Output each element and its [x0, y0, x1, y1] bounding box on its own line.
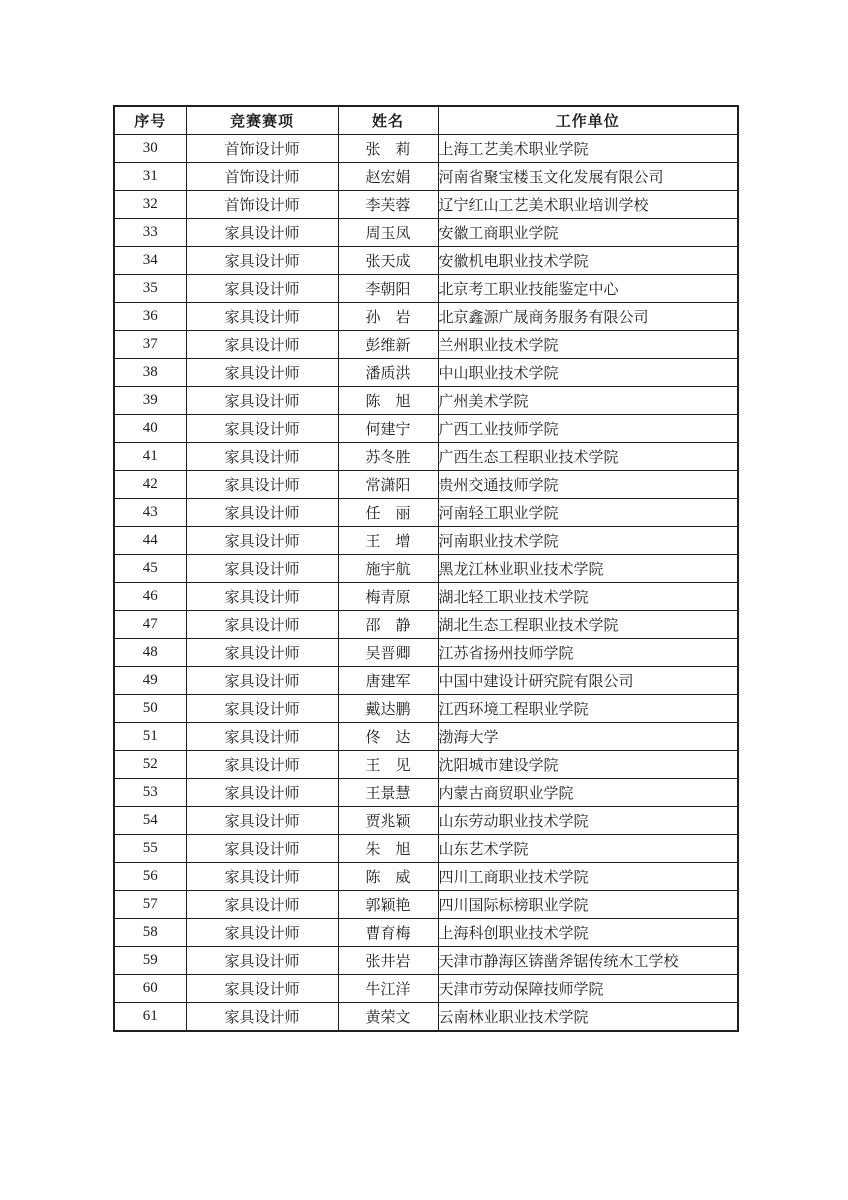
- col-header-unit: 工作单位: [438, 106, 738, 135]
- event-cell: 家具设计师: [186, 919, 338, 947]
- unit-cell: 上海科创职业技术学院: [438, 919, 738, 947]
- row-index-cell: 61: [114, 1003, 186, 1032]
- unit-cell: 北京鑫源广晟商务服务有限公司: [438, 303, 738, 331]
- table-row: [114, 331, 738, 359]
- table-row: [114, 275, 738, 303]
- table-row: [114, 779, 738, 807]
- unit-cell: 广西工业技师学院: [438, 415, 738, 443]
- row-index-cell: 50: [114, 695, 186, 723]
- row-index-cell: 49: [114, 667, 186, 695]
- table-row: [114, 835, 738, 863]
- table-row: [114, 919, 738, 947]
- name-cell: 何建宁: [338, 415, 438, 443]
- unit-cell: 山东艺术学院: [438, 835, 738, 863]
- row-index-cell: 32: [114, 191, 186, 219]
- col-header-event: 竞赛赛项: [186, 106, 338, 135]
- event-cell: 首饰设计师: [186, 191, 338, 219]
- name-cell: 常潇阳: [338, 471, 438, 499]
- event-cell: 家具设计师: [186, 275, 338, 303]
- event-cell: 家具设计师: [186, 667, 338, 695]
- event-cell: 家具设计师: [186, 835, 338, 863]
- event-cell: 家具设计师: [186, 723, 338, 751]
- unit-cell: 中国中建设计研究院有限公司: [438, 667, 738, 695]
- event-cell: 家具设计师: [186, 247, 338, 275]
- name-cell: 张 莉: [338, 135, 438, 163]
- row-index-cell: 60: [114, 975, 186, 1003]
- unit-cell: 四川工商职业技术学院: [438, 863, 738, 891]
- row-index-cell: 45: [114, 555, 186, 583]
- name-cell: 梅青原: [338, 583, 438, 611]
- table-row: [114, 891, 738, 919]
- table-row: [114, 751, 738, 779]
- unit-cell: 河南轻工职业学院: [438, 499, 738, 527]
- unit-cell: 湖北生态工程职业技术学院: [438, 611, 738, 639]
- row-index-cell: 42: [114, 471, 186, 499]
- row-index-cell: 43: [114, 499, 186, 527]
- row-index-cell: 33: [114, 219, 186, 247]
- name-cell: 孙 岩: [338, 303, 438, 331]
- event-cell: 首饰设计师: [186, 163, 338, 191]
- event-cell: 家具设计师: [186, 611, 338, 639]
- name-cell: 贾兆颖: [338, 807, 438, 835]
- name-cell: 朱 旭: [338, 835, 438, 863]
- unit-cell: 中山职业技术学院: [438, 359, 738, 387]
- name-cell: 王景慧: [338, 779, 438, 807]
- table-row: [114, 667, 738, 695]
- row-index-cell: 56: [114, 863, 186, 891]
- table-row: [114, 247, 738, 275]
- unit-cell: 北京考工职业技能鉴定中心: [438, 275, 738, 303]
- table-row: [114, 695, 738, 723]
- table-row: [114, 527, 738, 555]
- table-row: [114, 303, 738, 331]
- name-cell: 黄荣文: [338, 1003, 438, 1032]
- name-cell: 任 丽: [338, 499, 438, 527]
- table-row: [114, 863, 738, 891]
- row-index-cell: 47: [114, 611, 186, 639]
- unit-cell: 湖北轻工职业技术学院: [438, 583, 738, 611]
- row-index-cell: 38: [114, 359, 186, 387]
- event-cell: 家具设计师: [186, 779, 338, 807]
- row-index-cell: 59: [114, 947, 186, 975]
- name-cell: 李朝阳: [338, 275, 438, 303]
- event-cell: 家具设计师: [186, 583, 338, 611]
- header-row: [114, 106, 738, 135]
- unit-cell: 安徽机电职业技术学院: [438, 247, 738, 275]
- unit-cell: 沈阳城市建设学院: [438, 751, 738, 779]
- row-index-cell: 57: [114, 891, 186, 919]
- row-index-cell: 30: [114, 135, 186, 163]
- event-cell: 家具设计师: [186, 303, 338, 331]
- table-row: [114, 807, 738, 835]
- table-row: [114, 1003, 738, 1032]
- unit-cell: 云南林业职业技术学院: [438, 1003, 738, 1032]
- name-cell: 李芙蓉: [338, 191, 438, 219]
- table-row: [114, 443, 738, 471]
- col-header-name: 姓名: [338, 106, 438, 135]
- table-row: [114, 555, 738, 583]
- event-cell: 家具设计师: [186, 947, 338, 975]
- event-cell: 家具设计师: [186, 331, 338, 359]
- table-row: [114, 191, 738, 219]
- table-row: [114, 387, 738, 415]
- name-cell: 唐建军: [338, 667, 438, 695]
- unit-cell: 兰州职业技术学院: [438, 331, 738, 359]
- table-row: [114, 947, 738, 975]
- unit-cell: 上海工艺美术职业学院: [438, 135, 738, 163]
- name-cell: 王 见: [338, 751, 438, 779]
- event-cell: 家具设计师: [186, 499, 338, 527]
- unit-cell: 内蒙古商贸职业学院: [438, 779, 738, 807]
- unit-cell: 四川国际标榜职业学院: [438, 891, 738, 919]
- event-cell: 家具设计师: [186, 219, 338, 247]
- name-cell: 施宇航: [338, 555, 438, 583]
- name-cell: 王 增: [338, 527, 438, 555]
- table-row: [114, 359, 738, 387]
- row-index-cell: 41: [114, 443, 186, 471]
- row-index-cell: 51: [114, 723, 186, 751]
- row-index-cell: 31: [114, 163, 186, 191]
- unit-cell: 天津市静海区锛凿斧锯传统木工学校: [438, 947, 738, 975]
- table-row: [114, 723, 738, 751]
- unit-cell: 江苏省扬州技师学院: [438, 639, 738, 667]
- row-index-cell: 37: [114, 331, 186, 359]
- table-row: [114, 583, 738, 611]
- roster-table: [113, 105, 739, 1032]
- col-header-index: 序号: [114, 106, 186, 135]
- row-index-cell: 40: [114, 415, 186, 443]
- name-cell: 潘质洪: [338, 359, 438, 387]
- table-row: [114, 611, 738, 639]
- event-cell: 家具设计师: [186, 527, 338, 555]
- row-index-cell: 39: [114, 387, 186, 415]
- row-index-cell: 54: [114, 807, 186, 835]
- name-cell: 郭颖艳: [338, 891, 438, 919]
- name-cell: 曹育梅: [338, 919, 438, 947]
- event-cell: 家具设计师: [186, 807, 338, 835]
- event-cell: 家具设计师: [186, 1003, 338, 1032]
- unit-cell: 辽宁红山工艺美术职业培训学校: [438, 191, 738, 219]
- name-cell: 彭维新: [338, 331, 438, 359]
- row-index-cell: 58: [114, 919, 186, 947]
- table-row: [114, 499, 738, 527]
- table-row: [114, 471, 738, 499]
- table-row: [114, 415, 738, 443]
- row-index-cell: 55: [114, 835, 186, 863]
- table-row: [114, 639, 738, 667]
- row-index-cell: 36: [114, 303, 186, 331]
- unit-cell: 河南职业技术学院: [438, 527, 738, 555]
- table-row: [114, 219, 738, 247]
- row-index-cell: 52: [114, 751, 186, 779]
- row-index-cell: 48: [114, 639, 186, 667]
- unit-cell: 广州美术学院: [438, 387, 738, 415]
- event-cell: 家具设计师: [186, 639, 338, 667]
- row-index-cell: 44: [114, 527, 186, 555]
- event-cell: 家具设计师: [186, 359, 338, 387]
- event-cell: 家具设计师: [186, 695, 338, 723]
- row-index-cell: 35: [114, 275, 186, 303]
- event-cell: 家具设计师: [186, 387, 338, 415]
- name-cell: 陈 旭: [338, 387, 438, 415]
- unit-cell: 贵州交通技师学院: [438, 471, 738, 499]
- unit-cell: 广西生态工程职业技术学院: [438, 443, 738, 471]
- name-cell: 邵 静: [338, 611, 438, 639]
- event-cell: 家具设计师: [186, 751, 338, 779]
- row-index-cell: 46: [114, 583, 186, 611]
- event-cell: 家具设计师: [186, 415, 338, 443]
- unit-cell: 安徽工商职业学院: [438, 219, 738, 247]
- name-cell: 戴达鹏: [338, 695, 438, 723]
- event-cell: 首饰设计师: [186, 135, 338, 163]
- event-cell: 家具设计师: [186, 555, 338, 583]
- name-cell: 周玉凤: [338, 219, 438, 247]
- name-cell: 张天成: [338, 247, 438, 275]
- unit-cell: 河南省聚宝楼玉文化发展有限公司: [438, 163, 738, 191]
- name-cell: 陈 威: [338, 863, 438, 891]
- event-cell: 家具设计师: [186, 975, 338, 1003]
- name-cell: 吴晋卿: [338, 639, 438, 667]
- event-cell: 家具设计师: [186, 863, 338, 891]
- table-row: [114, 135, 738, 163]
- unit-cell: 江西环境工程职业学院: [438, 695, 738, 723]
- name-cell: 赵宏娟: [338, 163, 438, 191]
- table-row: [114, 975, 738, 1003]
- name-cell: 牛江洋: [338, 975, 438, 1003]
- unit-cell: 天津市劳动保障技师学院: [438, 975, 738, 1003]
- event-cell: 家具设计师: [186, 471, 338, 499]
- table-row: [114, 163, 738, 191]
- row-index-cell: 53: [114, 779, 186, 807]
- row-index-cell: 34: [114, 247, 186, 275]
- unit-cell: 黑龙江林业职业技术学院: [438, 555, 738, 583]
- unit-cell: 山东劳动职业技术学院: [438, 807, 738, 835]
- unit-cell: 渤海大学: [438, 723, 738, 751]
- name-cell: 张井岩: [338, 947, 438, 975]
- event-cell: 家具设计师: [186, 891, 338, 919]
- event-cell: 家具设计师: [186, 443, 338, 471]
- name-cell: 苏冬胜: [338, 443, 438, 471]
- name-cell: 佟 达: [338, 723, 438, 751]
